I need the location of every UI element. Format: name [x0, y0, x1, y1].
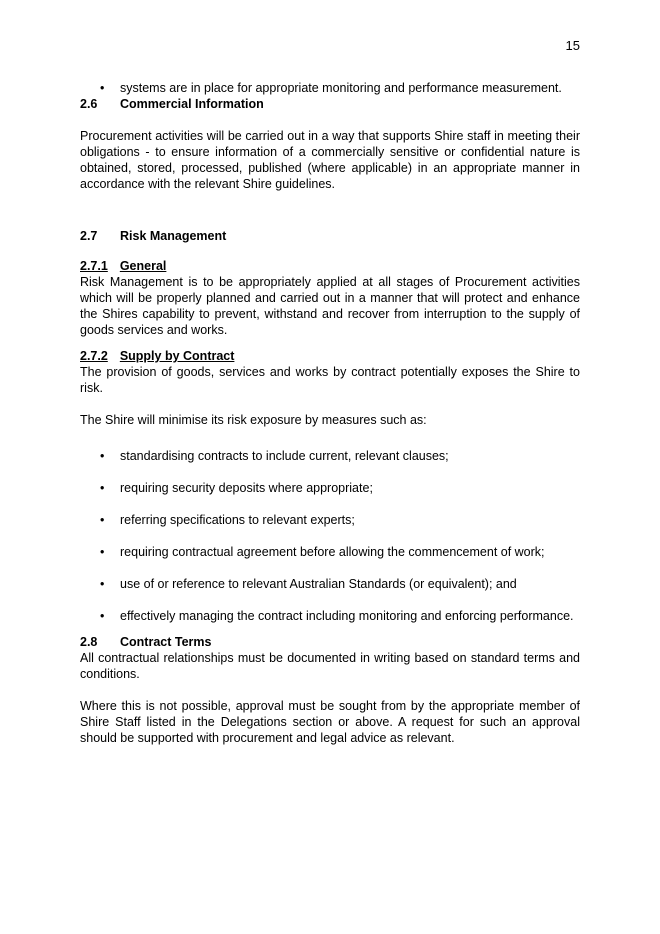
list-item — [80, 80, 580, 96]
bullet-text: requiring security deposits where appropriate; — [120, 481, 373, 495]
bullet-icon: • — [100, 513, 105, 527]
paragraph: Procurement activities will be carried out in a way that supports Shire staff in meeting their obligations - to ensure information of a commercially sensitive or confidential nature is obtained, stored, processed, published (where applicable) in an appropriate manner in accordance with the relevant Shire guidelines. — [80, 129, 580, 191]
list-item — [80, 608, 580, 624]
bullet-icon: • — [100, 481, 105, 495]
bullet-text: requiring contractual agreement before allowing the commencement of work; — [120, 545, 545, 559]
section-number: 2.8 — [80, 635, 98, 649]
section-heading-2-8 — [80, 634, 580, 650]
section-title: Commercial Information — [120, 97, 264, 111]
list-item — [80, 448, 580, 464]
intro-bullet-list — [80, 80, 580, 96]
bullet-icon: • — [100, 449, 105, 463]
page-number: 15 — [565, 38, 580, 53]
section-title: Risk Management — [120, 229, 227, 243]
section-number: 2.7 — [80, 229, 98, 243]
paragraph: Risk Management is to be appropriately applied at all stages of Procurement activities which will be properly planned and carried out in a manner that will protect and enhance the Shires capability to prevent, withstand and recover from interruption to the supply of goods services and works. — [80, 275, 580, 337]
paragraph: All contractual relationships must be documented in writing based on standard terms and conditions. — [80, 651, 580, 681]
subsection-number: 2.7.1 — [80, 259, 108, 273]
bullet-text: standardising contracts to include current, relevant clauses; — [120, 449, 449, 463]
subsection-title: Supply by Contract — [119, 349, 235, 363]
page-content — [80, 80, 580, 746]
section-number: 2.6 — [80, 97, 98, 111]
section-title: Contract Terms — [120, 635, 212, 649]
paragraph: The Shire will minimise its risk exposure by measures such as: — [80, 413, 427, 427]
bullet-icon: • — [100, 81, 105, 95]
section-heading-2-6 — [80, 96, 580, 112]
risk-measures-list — [80, 448, 580, 624]
list-item — [80, 576, 580, 592]
bullet-text: referring specifications to relevant experts; — [120, 513, 355, 527]
subsection-title: General — [119, 259, 167, 273]
paragraph: The provision of goods, services and works by contract potentially exposes the Shire to risk. — [80, 365, 580, 395]
list-item — [80, 512, 580, 528]
list-item — [80, 544, 580, 560]
paragraph: Where this is not possible, approval must be sought from by the appropriate member of Shire Staff listed in the Delegations section or above. A request for such an approval should be supported with procurement and legal advice as relevant. — [80, 699, 580, 745]
subsection-heading-2-7-2 — [80, 348, 580, 364]
subsection-heading-2-7-1 — [80, 258, 580, 274]
bullet-text: systems are in place for appropriate monitoring and performance measurement. — [120, 81, 562, 95]
list-item — [80, 480, 580, 496]
bullet-icon: • — [100, 545, 105, 559]
bullet-text: use of or reference to relevant Australian Standards (or equivalent); and — [120, 577, 517, 591]
subsection-number: 2.7.2 — [80, 349, 108, 363]
bullet-icon: • — [100, 609, 105, 623]
section-heading-2-7 — [80, 228, 580, 244]
bullet-icon: • — [100, 577, 105, 591]
bullet-text: effectively managing the contract including monitoring and enforcing performance. — [120, 609, 574, 623]
